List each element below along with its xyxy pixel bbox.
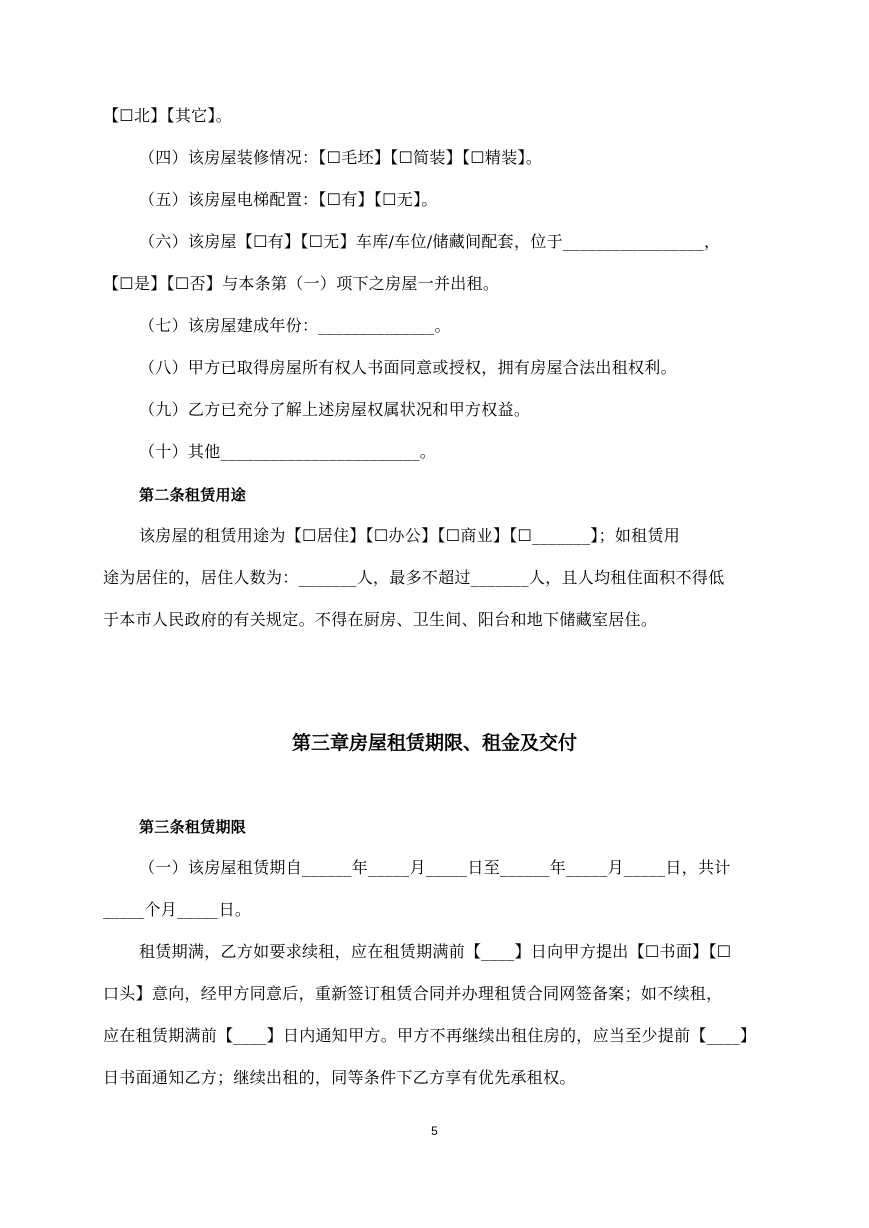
article2-line-2: 途为居住的，居住人数为：_______人，最多不超过_______人，且人均租住面积不得低 [103, 568, 725, 587]
text-line-elevator: （五）该房屋电梯配置：【☐有】【☐无】。 [139, 190, 438, 209]
article3-heading: 第三条租赁期限 [139, 818, 247, 836]
text-line-decoration: （四）该房屋装修情况：【☐毛坯】【☐简装】【☐精装】。 [139, 148, 543, 167]
text-line-other: （十）其他________________________。 [139, 442, 436, 461]
article3-line-5: 应在租赁期满前【____】日内通知甲方。甲方不再继续出租住房的，应当至少提前【____】 [103, 1026, 757, 1045]
article2-heading: 第二条租赁用途 [139, 486, 247, 504]
text-line-garage-cont: 【☐是】【☐否】与本条第（一）项下之房屋一并出租。 [103, 274, 500, 293]
article3-line-2: _____个月_____日。 [103, 900, 252, 919]
chapter3-title: 第三章房屋租赁期限、租金及交付 [291, 732, 577, 754]
text-line-garage: （六）该房屋【☐有】【☐无】车库/车位/储藏间配套，位于_________________， [139, 232, 721, 251]
text-line-property-orientation-cont: 【☐北】【其它】。 [103, 106, 233, 125]
article3-line-3: 租赁期满，乙方如要求续租，应在租赁期满前【____】日向甲方提出【☐书面】【☐ [139, 942, 732, 961]
text-line-build-year: （七）该房屋建成年份：______________。 [139, 316, 451, 335]
page-number: 5 [431, 1124, 438, 1138]
article2-line-3: 于本市人民政府的有关规定。不得在厨房、卫生间、阳台和地下储藏室居住。 [103, 610, 658, 629]
article2-line-1: 该房屋的租赁用途为【☐居住】【☐办公】【☐商业】【☐_______】；如租赁用 [139, 526, 681, 545]
text-line-authorization: （八）甲方已取得房屋所有权人书面同意或授权，拥有房屋合法出租权利。 [139, 358, 677, 377]
article3-line-1: （一）该房屋租赁期自______年_____月_____日至______年_____月_____日，共计 [139, 858, 731, 877]
article3-line-6: 日书面通知乙方；继续出租的，同等条件下乙方享有优先承租权。 [103, 1068, 576, 1087]
text-line-ownership-aware: （九）乙方已充分了解上述房屋权属状况和甲方权益。 [139, 400, 531, 419]
article3-line-4: 口头】意向，经甲方同意后，重新签订租赁合同并办理租赁合同网签备案；如不续租， [103, 984, 723, 1003]
